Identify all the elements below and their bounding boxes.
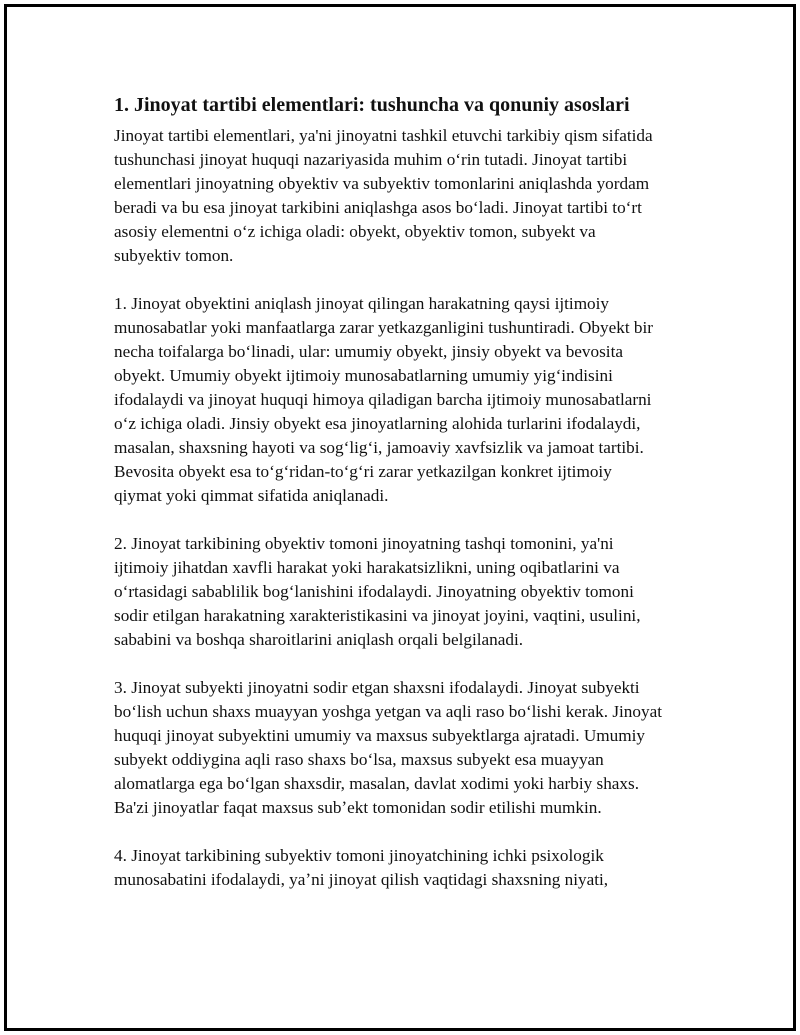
paragraph-subject: 3. Jinoyat subyekti jinoyatni sodir etgan shaxsni ifodalaydi. Jinoyat subyekti boʻlish uchun shaxs muayyan yoshga yetgan va aqli raso boʻlishi kerak. Jinoyat huquqi jinoyat subyektini umumiy va maxsus subyektlarga ajratadi. Umumiy subyekt oddiygina aqli raso shaxs boʻlsa, maxsus subyekt esa muayyan alomatlarga ega boʻlgan shaxsdir, masalan, davlat xodimi yoki harbiy shaxs. Ba'zi jinoyatlar faqat maxsus subʼekt tomonidan sodir etilishi mumkin. [114, 678, 662, 817]
document-body [114, 92, 662, 892]
paragraph-object: 1. Jinoyat obyektini aniqlash jinoyat qilingan harakatning qaysi ijtimoiy munosabatlar yoki manfaatlarga zarar yetkazganligini tushuntiradi. Obyekt bir necha toifalarga boʻlinadi, ular: umumiy obyekt, jinsiy obyekt va bevosita obyekt. Umumiy obyekt ijtimoiy munosabatlarning umumiy yigʻindisini ifodalaydi va jinoyat huquqi himoya qiladigan barcha ijtimoiy munosabatlarni oʻz ichiga oladi. Jinsiy obyekt esa jinoyatlarning alohida turlarini ifodalaydi, masalan, shaxsning hayoti va sogʻligʻi, jamoaviy xavfsizlik va jamoat tartibi. Bevosita obyekt esa toʻgʻridan-toʻgʻri zarar yetkazilgan konkret ijtimoiy qiymat yoki qimmat sifatida aniqlanadi. [114, 294, 653, 505]
intro-paragraph: Jinoyat tartibi elementlari, ya'ni jinoyatni tashkil etuvchi tarkibiy qism sifatida tushunchasi jinoyat huquqi nazariyasida muhim oʻrin tutadi. Jinoyat tartibi elementlari jinoyatning obyektiv va subyektiv tomonlarini aniqlashda yordam beradi va bu esa jinoyat tarkibini aniqlashga asos boʻladi. Jinoyat tartibi toʻrt asosiy elementni oʻz ichiga oladi: obyekt, obyektiv tomon, subyekt va subyektiv tomon. [114, 126, 653, 265]
section-heading: 1. Jinoyat tartibi elementlari: tushuncha va qonuniy asoslari [114, 94, 630, 116]
paragraph-objective-side: 2. Jinoyat tarkibining obyektiv tomoni jinoyatning tashqi tomonini, ya'ni ijtimoiy jihatdan xavfli harakat yoki harakatsizlikni, uning oqibatlarini va oʻrtasidagi sabablilik bogʻlanishini ifodalaydi. Jinoyatning obyektiv tomoni sodir etilgan harakatning xarakteristikasini va jinoyat joyini, vaqtini, usulini, sababini va boshqa sharoitlarini aniqlash orqali belgilanadi. [114, 534, 641, 649]
paragraph-subjective-side: 4. Jinoyat tarkibining subyektiv tomoni jinoyatchining ichki psixologik munosabatini ifodalaydi, yaʼni jinoyat qilish vaqtidagi shaxsning niyati, [114, 846, 609, 889]
